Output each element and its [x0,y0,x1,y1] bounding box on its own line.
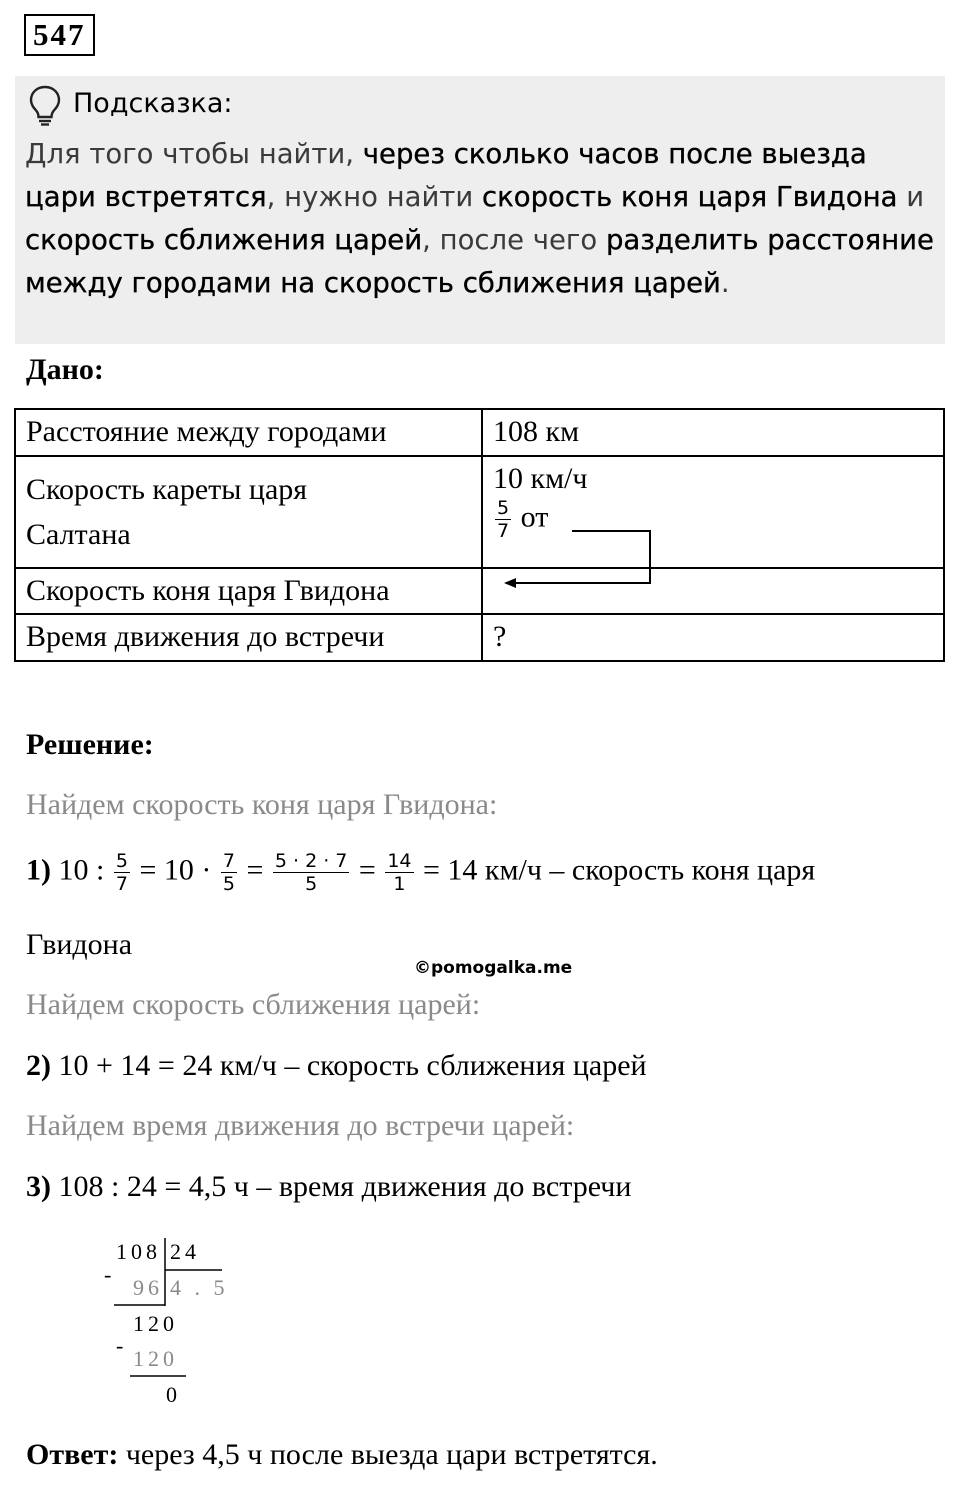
minus-sign: - [104,1262,116,1287]
fraction-denominator: 5 [222,873,235,895]
fraction-denominator: 1 [393,873,406,895]
step1-expression [26,850,815,905]
hint-title: Подсказка: [73,88,233,119]
dividend: 108 [116,1239,161,1264]
lightbulb-icon [27,84,63,126]
fraction-numerator: 5 · 2 · 7 [274,850,348,872]
given-label-line: Салтана [26,518,131,551]
given-label: Скорость коня царя Гвидона [15,568,482,614]
fraction-denominator: 7 [115,873,128,895]
answer [26,1438,658,1472]
fraction [221,850,237,895]
equals: = [358,853,376,887]
step-number: 3) [26,1170,51,1203]
step3-intro: Найдем время движения до встречи царей: [26,1109,575,1142]
fraction-denominator: 5 [305,873,318,895]
fraction-suffix: от [520,500,549,534]
table-row [15,409,944,456]
table-row [15,456,944,568]
problem-number: 547 [24,14,95,56]
watermark: ©pomogalka.me [414,958,573,978]
division-lines [100,1236,230,1386]
step-number: 2) [26,1049,51,1082]
fraction-numerator: 5 [115,850,128,872]
hint-text [25,133,937,305]
given-heading: Дано: [26,353,104,386]
divisor: 24 [170,1239,200,1264]
quotient: 4 . 5 [170,1275,229,1300]
answer-text: через 4,5 ч после выезда цари встретятся. [125,1438,658,1471]
minus-sign: - [116,1333,128,1358]
given-label: Расстояние между городами [15,409,482,456]
hint-box [15,76,945,344]
fraction-numerator: 5 [497,497,510,519]
answer-label: Ответ: [26,1438,119,1471]
hint-part-bold: скорость сближения царей [25,224,423,256]
step1-continuation: Гвидона [26,928,133,961]
step3-expression [26,1170,631,1204]
step1-pre: 10 : [58,853,105,887]
given-value-speed: 10 км/ч [493,462,588,495]
step1-mid: = 10 · [139,853,212,887]
relation-arrow-icon [500,525,660,590]
fraction-numerator: 14 [387,850,412,872]
hint-part: Для того чтобы найти, [25,138,363,170]
hint-part: , после чего [422,224,606,256]
hint-part: . [720,267,730,299]
given-label: Время движения до встречи [15,614,482,661]
step2-intro: Найдем скорость сближения царей: [26,988,481,1021]
fraction-numerator: 7 [222,850,235,872]
hint-part-bold: скорость коня царя Гвидона [482,181,898,213]
fraction-denominator: 7 [497,520,510,542]
step1-intro: Найдем скорость коня царя Гвидона: [26,788,498,821]
step2-expression [26,1049,647,1083]
step2-text: 10 + 14 = 24 км/ч – скорость сближения царей [58,1049,647,1082]
step3-text: 108 : 24 = 4,5 ч – время движения до встречи [58,1170,632,1203]
hint-part: , нужно найти [266,181,483,213]
given-table [14,408,945,662]
final-remainder: 0 [166,1382,181,1407]
given-value: ? [482,614,944,661]
subtrahend: 120 [133,1346,178,1371]
hint-part-bold: разделить расстояние между городами на скорость сближения царей [25,224,934,299]
remainder: 120 [133,1311,178,1336]
hint-part-bold: через сколько часов после выезда цари встретятся [25,138,867,213]
table-row [15,568,944,614]
step1-post: = 14 км/ч – скорость коня царя [423,853,816,887]
equals: = [246,853,264,887]
fraction [114,850,130,895]
table-row [15,614,944,661]
fraction [273,850,350,895]
given-label-line: Скорость кареты царя [26,473,308,506]
subtrahend: 96 [133,1275,163,1300]
given-value: 108 км [482,409,944,456]
given-label [15,456,482,568]
solution-heading: Решение: [26,728,154,761]
hint-part: и [897,181,925,213]
fraction [385,850,413,895]
step-number: 1) [26,853,51,887]
